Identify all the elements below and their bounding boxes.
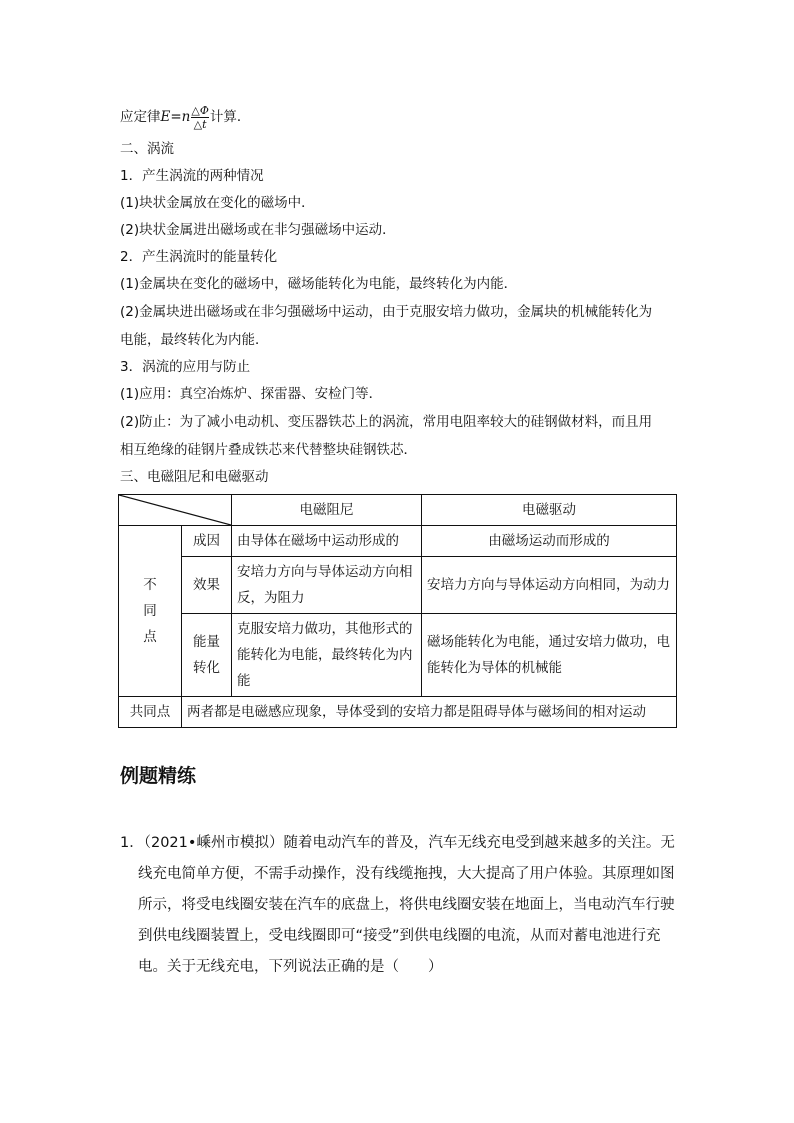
formula-suffix: 计算． — [209, 109, 251, 125]
table-row — [119, 526, 677, 557]
header-damping: 电磁阻尼 — [232, 495, 422, 526]
faraday-formula-line — [120, 100, 250, 134]
question-text: （2021•嵊州市模拟）随着电动汽车的普及，汽车无线充电受到越来越多的关注。无线充电简单方便，不需手动操作，没有线缆拖拽，大大提高了用户体验。其原理如图所示，将受电线圈安装在汽车的底盘上，将供电线圈安装在地面上，当电动汽车行驶到供电线圈装置上，受电线圈即可“接受”到供电线圈的电流，从而对蓄电池进行充电。关于无线充电，下列说法正确的是（ ） — [138, 835, 675, 975]
table-cell: 由磁场运动而形成的 — [422, 526, 677, 557]
comparison-table — [118, 494, 677, 728]
diagonal-line — [119, 495, 231, 525]
formula-denominator: △t — [193, 117, 207, 131]
subheading-eddy-causes: 1．产生涡流的两种情况 — [120, 168, 264, 184]
formula-fraction — [191, 104, 208, 131]
question-1 — [120, 828, 680, 983]
heading-damping-driving: 三、电磁阻尼和电磁驱动 — [120, 469, 269, 485]
table-cell: 磁场能转化为电能，通过安培力做功，电能转化为导体的机械能 — [422, 614, 677, 697]
question-number: 1． — [120, 835, 144, 851]
diagonal-header-cell — [119, 495, 232, 526]
table-row — [119, 557, 677, 614]
paragraph: (1)块状金属放在变化的磁场中． — [120, 195, 315, 211]
heading-eddy-current: 二、涡流 — [120, 141, 174, 157]
table-cell: 安培力方向与导体运动方向相同，为动力 — [422, 557, 677, 614]
table-row — [119, 614, 677, 697]
subheading-application: 3．涡流的应用与防止 — [120, 359, 251, 375]
subheading-energy-conversion: 2．产生涡流时的能量转化 — [120, 249, 278, 265]
formula-lhs: E=n — [160, 109, 191, 125]
question-body — [120, 828, 680, 983]
formula-numerator: △Φ — [191, 103, 209, 117]
formula-prefix: 应定律 — [120, 109, 161, 125]
table-cell: 克服安培力做功，其他形式的能转化为电能，最终转化为内能 — [232, 614, 422, 697]
table-row-common — [119, 697, 677, 728]
paragraph: (1)应用：真空冶炼炉、探雷器、安检门等． — [120, 386, 383, 402]
paragraph: (1)金属块在变化的磁场中，磁场能转化为电能，最终转化为内能． — [120, 276, 518, 292]
row-label: 成因 — [182, 526, 232, 557]
paragraph: (2)块状金属进出磁场或在非匀强磁场中运动． — [120, 222, 396, 238]
row-label-common: 共同点 — [119, 697, 182, 728]
paragraph: 电能，最终转化为内能． — [120, 332, 269, 348]
group-label-differences: 不 同 点 — [119, 526, 182, 697]
row-label: 能量 转化 — [182, 614, 232, 697]
table-cell: 由导体在磁场中运动形成的 — [232, 526, 422, 557]
table-header-row — [119, 495, 677, 526]
table-cell-common: 两者都是电磁感应现象，导体受到的安培力都是阻碍导体与磁场间的相对运动 — [182, 697, 677, 728]
section-title: 例题精练 — [120, 765, 197, 787]
paragraph: (2)金属块进出磁场或在非匀强磁场中运动，由于克服安培力做功，金属块的机械能转化为 — [120, 304, 653, 320]
table-cell: 安培力方向与导体运动方向相反，为阻力 — [232, 557, 422, 614]
header-driving: 电磁驱动 — [422, 495, 677, 526]
paragraph: 相互绝缘的硅钢片叠成铁芯来代替整块硅钢铁芯． — [120, 442, 417, 458]
row-label: 效果 — [182, 557, 232, 614]
paragraph: (2)防止：为了减小电动机、变压器铁芯上的涡流，常用电阻率较大的硅钢做材料，而且用 — [120, 414, 653, 430]
